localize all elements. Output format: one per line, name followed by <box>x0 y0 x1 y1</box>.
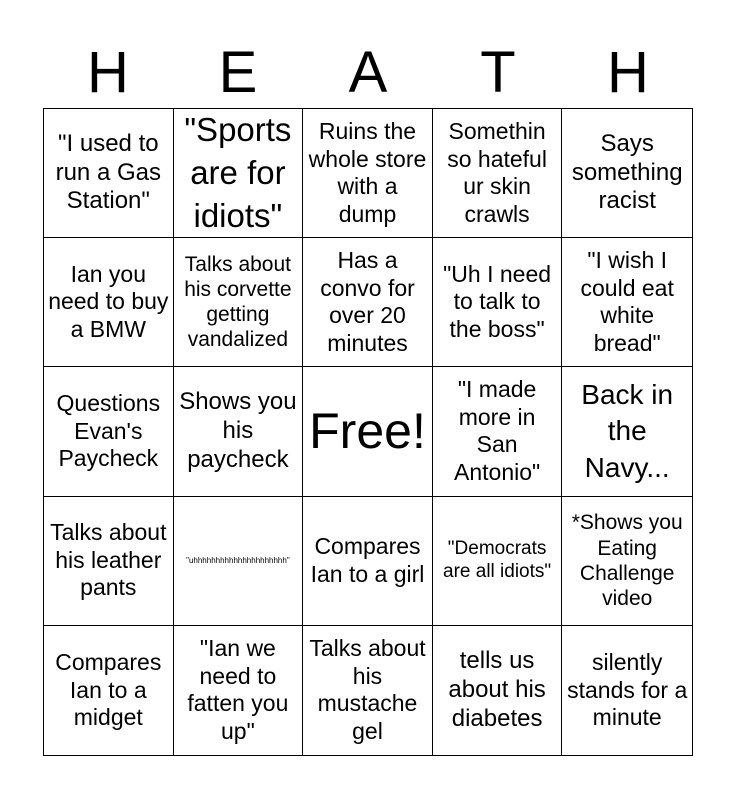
bingo-cell[interactable]: "Uh I need to talk to the boss" <box>433 238 563 367</box>
bingo-cell[interactable]: Talks about his mustache gel <box>303 626 433 755</box>
bingo-cell[interactable]: "Sports are for idiots" <box>174 109 304 238</box>
bingo-cell[interactable]: tells us about his diabetes <box>433 626 563 755</box>
bingo-cell[interactable]: "I used to run a Gas Station" <box>44 109 174 238</box>
header-letter-t: T <box>480 40 516 105</box>
bingo-cell[interactable]: Ian you need to buy a BMW <box>44 238 174 367</box>
header-letter-e: E <box>218 40 258 105</box>
bingo-cell[interactable]: Ruins the whole store with a dump <box>303 109 433 238</box>
free-space-cell[interactable]: Free! <box>303 367 433 496</box>
bingo-cell[interactable]: silently stands for a minute <box>567 649 688 731</box>
header-letter-a: A <box>348 40 388 105</box>
bingo-cell[interactable]: Says something racist <box>562 109 692 238</box>
bingo-cell[interactable]: "Democrats are all idiots" <box>433 497 563 626</box>
bingo-header <box>43 40 693 106</box>
header-letter-h2: H <box>607 40 649 105</box>
bingo-cell[interactable]: "I made more in San Antonio" <box>433 367 563 496</box>
bingo-cell[interactable]: Back in the Navy... <box>562 367 692 496</box>
bingo-cell[interactable]: "Ian we need to fatten you up" <box>174 626 304 755</box>
bingo-board <box>43 108 693 756</box>
bingo-cell[interactable]: Somethin so hateful ur skin crawls <box>433 109 563 238</box>
header-letter-h1: H <box>87 40 129 105</box>
bingo-cell[interactable]: Compares Ian to a girl <box>303 497 433 626</box>
bingo-cell[interactable]: "I wish I could eat white bread" <box>562 238 692 367</box>
bingo-cell[interactable]: Shows you his paycheck <box>174 367 304 496</box>
bingo-cell[interactable]: "uhhhhhhhhhhhhhhhhhhhhh" <box>174 497 304 626</box>
bingo-cell[interactable]: *Shows you Eating Challenge video <box>562 497 692 626</box>
bingo-cell[interactable]: Talks about his corvette getting vandalized <box>174 238 304 367</box>
bingo-cell[interactable]: Talks about his leather pants <box>44 497 174 626</box>
bingo-cell[interactable]: Compares Ian to a midget <box>44 626 174 755</box>
bingo-cell[interactable]: Questions Evan's Paycheck <box>44 367 174 496</box>
bingo-cell[interactable]: Has a convo for over 20 minutes <box>303 238 433 367</box>
